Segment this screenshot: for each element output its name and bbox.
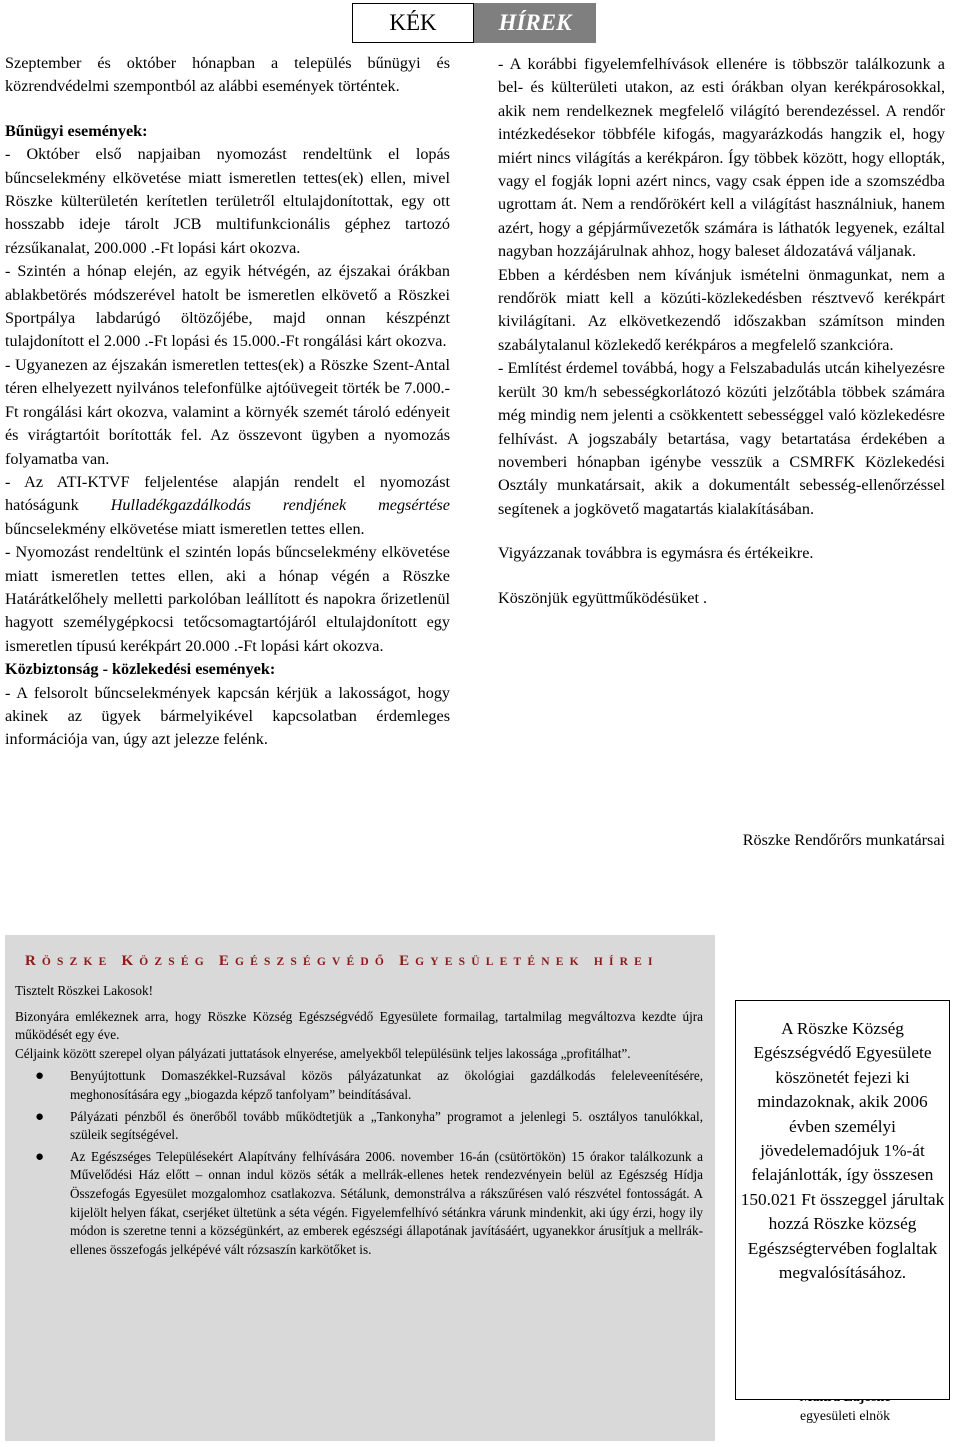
list-item-text: Az Egészséges Településekért Alapítvány felhívására 2006. november 16-án (csütörtökön) 15 órakor találkozunk a Művelődési Ház előtt – onnan indul közös séták a mellrák-ellenes hetek rendezvényein belül az Egészség Hídja Összefogás Egyesület mozgalomhoz csatlakozva. Sétálunk, demonstrálva a rákszűrésen való részvétel fontosságát. A kijelölt helyen fákat, cserjéket ültetünk a séta végén. Figyelemfelhívó sétánkra várunk mindenkit, aki úgy érzi, hogy ily módon is szeretne tenni a községünkért, az emberek egészségi állapotának javításáért, ugyanekkor árusítjuk a mellrák-ellenes összefogás jelképévé vált rózsaszín karkötőket is. [70, 1148, 703, 1257]
right-paragraph: Ebben a kérdésben nem kívánjuk ismételni önmagunkat, nem a rendőrök miatt kell a közúti-közlekedésben résztvevő kerékpárt kivilágítani. Az elkövetkezendő időszakban számítson minden szabálytalanul közlekedő kerékpáros a megfelelő szankcióra. [498, 265, 945, 354]
bullet-icon: ● [35, 1068, 45, 1085]
left-paragraph: - Nyomozást rendeltünk el szintén lopás bűncselekmény elkövetése miatt ismeretlen tettes ellen, aki a hónap végén a Röszke Határátkelőhely melletti parkolóban leállított és napokra őrizetlenül hagyott személygépkocsi tetőcsomagtartójáról eltulajdonított egy ismeretlen típusú kerékpárt 20.000 .-Ft lopási kárt okozva. [5, 543, 450, 655]
left-paragraph: Szeptember és október hónapban a település bűnügyi és közrendvédelmi szempontból az alábbi események történtek. [5, 54, 450, 96]
goals-paragraph: Céljaink között szerepel olyan pályázati juttatások elnyerése, amelyekből településünk teljes lakossága „profitálhat”. [15, 1045, 631, 1061]
association-news-text [15, 982, 703, 1262]
list-item-text: Pályázati pénzből és önerőből tovább működtetjük a „Tankonyha” programot a jelenlegi 5. osztályos tanulókkal, szüleik segítségével. [70, 1108, 703, 1143]
list-item [15, 1067, 703, 1104]
banner-word: ÖSZKE [41, 956, 122, 968]
list-item-text: Benyújtottunk Domaszékkel-Ruzsával közös pályázatunkat az ökológiai gazdálkodás feleleveenítésére, meghonosítására egy „biogazda képző tanfolyam” beindításával. [70, 1068, 703, 1102]
bullet-icon: ● [35, 1108, 45, 1125]
banner-word: GYESÜLETÉNEK HÍREI [415, 956, 659, 968]
right-paragraph: Vigyázzanak továbbra is egymásra és értékeikre. [498, 544, 814, 563]
left-paragraph: - Ugyanezen az éjszakán ismeretlen tettes(ek) a Röszke Szent-Antal téren elhelyezett nyilvános telefonfülke ajtóüvegeit törték be 7.000.-Ft rongálási kárt okozva, valamint a környék szemét tároló edényeit és virágtartóit borították fel. Az összevont ügyben a nyomozás folyamatba van. [5, 355, 450, 468]
right-paragraph: Köszönjük együttműködésüket . [498, 588, 708, 607]
list-item [15, 1148, 703, 1260]
left-paragraph: - Október első napjaiban nyomozást rendeltünk el lopás bűncselekmény elkövetése miatt ismeretlen tettes(ek) ellen, mivel Röszke külterületén kerítetlen területről eltulajdonítottak, egy ott hosszabb ideje tárolt JCB multifunkcionális géphez tartozó rézsűkanalat, 200.000 .-Ft lopási kárt okozva. [5, 145, 450, 257]
left-spacer [5, 99, 450, 120]
left-paragraph: - Az ATI-KTVF feljelentése alapján rendelt el nyomozást hatóságunk Hulladékgazdálkodás rendjének megsértése bűncselekmény elkövetése miatt ismeretlen tettes ellen. [5, 472, 450, 538]
greeting: Tisztelt Röszkei Lakosok! [15, 983, 153, 998]
banner-initial: E [218, 953, 235, 969]
right-spacer [498, 566, 945, 587]
left-column-police-report [5, 52, 450, 752]
left-heading: Közbiztonság - közlekedési események: [5, 660, 276, 679]
banner-word: GÉSZSÉGVÉDŐ [234, 956, 400, 968]
thank-you-text: A Röszke Község Egészségvédő Egyesülete köszönetét fejezi ki mindazoknak, akik 2006 évben személyi jövedelemadójuk 1%-át felajánlották, így összesen 150.021 Ft összeggel járultak hozzá Röszke község Egészségtervében foglaltak megvalósításához. [740, 1019, 945, 1283]
signature-title: egyesületi elnök [799, 1408, 891, 1423]
bullet-icon: ● [35, 1148, 45, 1165]
association-banner-title [25, 952, 695, 972]
offense-name: Hulladékgazdálkodás rendjének megsértése [110, 496, 450, 515]
right-spacer [498, 521, 945, 542]
banner-initial: R [25, 953, 42, 969]
police-signature: Röszke Rendőrőrs munkatársai [742, 831, 945, 849]
right-paragraph: - A korábbi figyelemfelhívások ellenére is többször találkozunk a bel- és külterületi utakon, az esti órákban olyan kerékpárosokkal, akik nem rendelkeznek megfelelő világító berendezéssel. A rendőr intézkedésekor többféle kifogás, magyarázkodás hangzik el, hogy miért nincs világítás a kerékpáron. Így többek között, hogy ellopták, vagy el fogják lopni azért nincs, vagy csak éppen ide a szomszédba ugrottam át. Nem a rendőrökért kell a világítást használniuk, hanem azért, hogy a gépjárművezetők számára is láthatók legyenek, ezáltal nagyban hozzájárulnak ahhoz, hogy baleset áldozatává váljanak. [498, 55, 945, 261]
thank-you-box [735, 1000, 950, 1400]
banner-word: ÖZSÉG [139, 956, 219, 968]
category-tag-hirek: HÍREK [474, 3, 596, 43]
right-paragraph: - Említést érdemel továbbá, hogy a Felszabadulás utcán kihelyezésre került 30 km/h sebességkorlátozó közúti jelzőtábla többek számára még mindig nem jelenti a csökkentett sebességgel való közlekedésre felhívást. A jogszabály betartása, vagy betartatása érdekében a novemberi hónapban igénybe vesszük a CSMRFK Közlekedési Osztály munkatársait, akik a dokumentált sebesség-ellenőrzéssel segítenek a jogkövető magatartás kialakításában. [498, 359, 945, 518]
category-tag-kek: KÉK [352, 3, 474, 43]
banner-initial: K [121, 953, 140, 969]
association-news-box [5, 935, 715, 1441]
bullet-list [15, 1067, 703, 1259]
banner-initial: E [399, 953, 416, 969]
list-item [15, 1108, 703, 1145]
right-column-traffic-notice [498, 53, 945, 610]
left-heading: Bűnügyi események: [5, 121, 148, 140]
left-paragraph: - Szintén a hónap elején, az egyik hétvégén, az éjszakai órákban ablakbetörés módszerével hatolt be ismeretlen elkövető a Röszkei Sportpálya labdarúgó öltözőjébe, majd onnan készpénzt tulajdonított el 2.000 .-Ft lopási és 15.000.-Ft rongálási kárt okozva. [5, 262, 450, 351]
intro-paragraph: Bizonyára emlékeznek arra, hogy Röszke Község Egészségvédő Egyesülete formailag, tartalmilag megváltozva kezdte újra működését egy éve. [15, 1008, 703, 1043]
left-paragraph: - A felsorolt bűncselekmények kapcsán kérjük a lakosságot, hogy akinek az ügyek bármelyikével kapcsolatban érdemleges információja van, úgy azt jelezze felénk. [5, 683, 450, 749]
